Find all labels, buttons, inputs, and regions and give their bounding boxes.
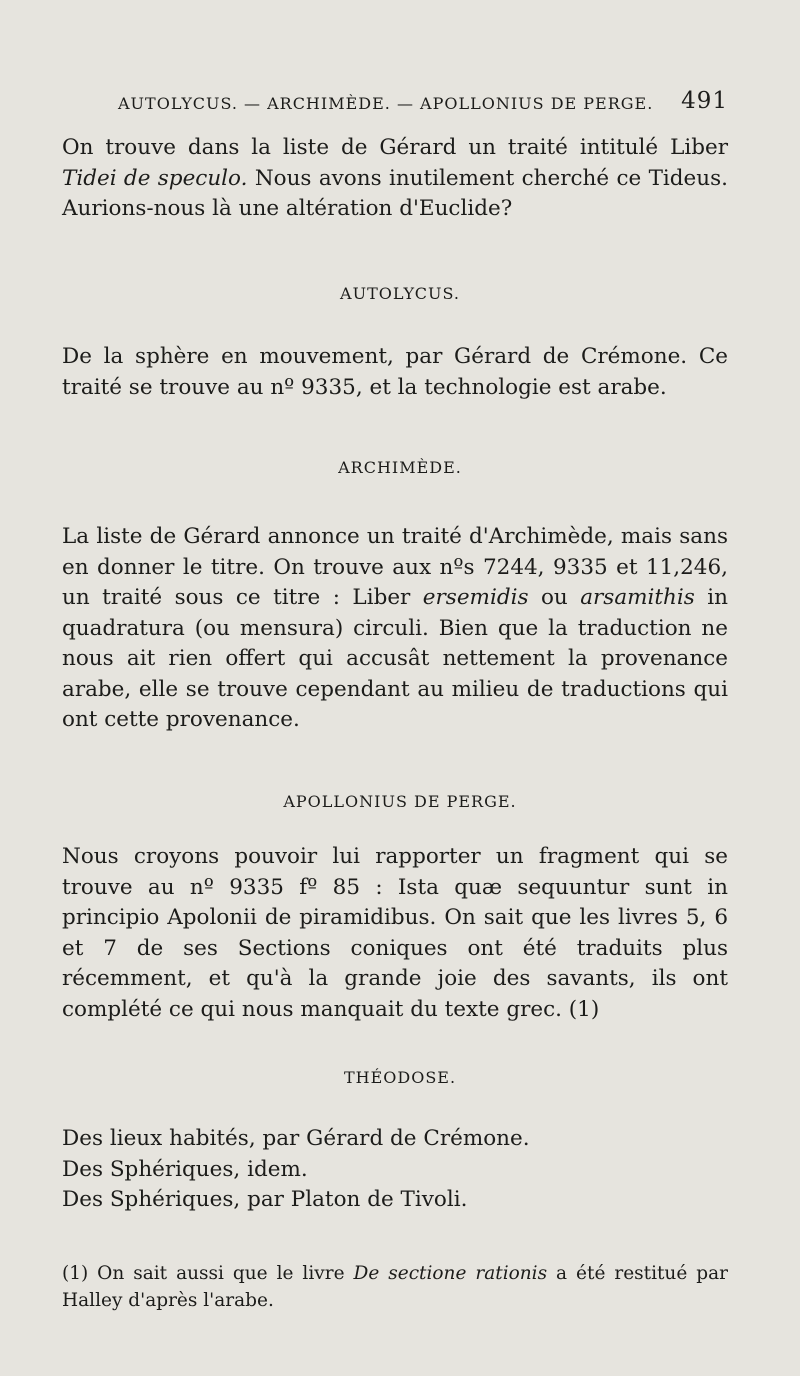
theodose-line: Des Sphériques, par Platon de Tivoli.: [62, 1187, 468, 1212]
archimede-title-1: ersemidis: [422, 585, 529, 610]
archimede-title-2: arsamithis: [580, 585, 695, 610]
footnote-text-end: a été restitué par Halley d'après l'arabe.: [62, 1263, 728, 1311]
footnote-title-italic: De sectione rationis: [353, 1263, 548, 1284]
theodose-line: Des lieux habités, par Gérard de Crémone.: [62, 1126, 530, 1151]
apollonius-text: Nous croyons pouvoir lui rapporter un fragment qui se trouve au nº 9335 fº 85 : Ista quæ sequuntur sunt in principio Apolonii de piramidibus. On sait que les livres 5, 6 et 7 de ses Sections coniques ont été traduits plus récemment, et qu'à la grande joie des savants, ils ont complété ce qui nous manquait du texte grec. (1): [62, 844, 728, 1022]
footnote-text-start: (1) On sait aussi que le livre: [62, 1263, 354, 1284]
section-heading-apollonius: APOLLONIUS DE PERGE.: [283, 792, 517, 811]
archimede-text-end: in quadratura (ou mensura) circuli. Bien que la traduction ne nous ait rien offert qui accusât nettement la provenance arabe, elle se trouve cependant au milieu de traductions qui ont cette provenance.: [62, 585, 728, 732]
theodose-list: [62, 1124, 728, 1216]
archimede-paragraph: [62, 522, 728, 736]
running-head: [118, 88, 728, 114]
autolycus-paragraph: [62, 342, 728, 403]
archimede-text-middle: ou: [528, 585, 581, 610]
section-heading-archimede: ARCHIMÈDE.: [338, 458, 462, 477]
intro-text-end: Nous avons inutilement cherché ce Tideus. Aurions-nous là une altération d'Euclide?: [62, 165, 728, 221]
footnote: [62, 1260, 728, 1314]
theodose-line: Des Sphériques, idem.: [62, 1156, 308, 1182]
running-title: AUTOLYCUS. — ARCHIMÈDE. — APOLLONIUS DE PERGE.: [118, 94, 654, 113]
section-heading-theodose: THÉODOSE.: [343, 1068, 457, 1087]
intro-text-start: On trouve dans la liste de Gérard un traité intitulé Liber: [62, 135, 728, 160]
intro-title-italic: Tidei de speculo.: [62, 165, 248, 191]
autolycus-text: De la sphère en mouvement, par Gérard de Crémone. Ce traité se trouve au nº 9335, et la technologie est arabe.: [62, 344, 728, 400]
page-number: 491: [681, 88, 728, 114]
apollonius-paragraph: [62, 842, 728, 1025]
archimede-text-start: La liste de Gérard annonce un traité d'Archimède, mais sans en donner le titre. On trouve aux nºs 7244, 9335 et 11,246, un traité sous ce titre : Liber: [62, 524, 728, 610]
section-heading-autolycus: AUTOLYCUS.: [340, 284, 460, 303]
intro-paragraph: [62, 133, 728, 225]
